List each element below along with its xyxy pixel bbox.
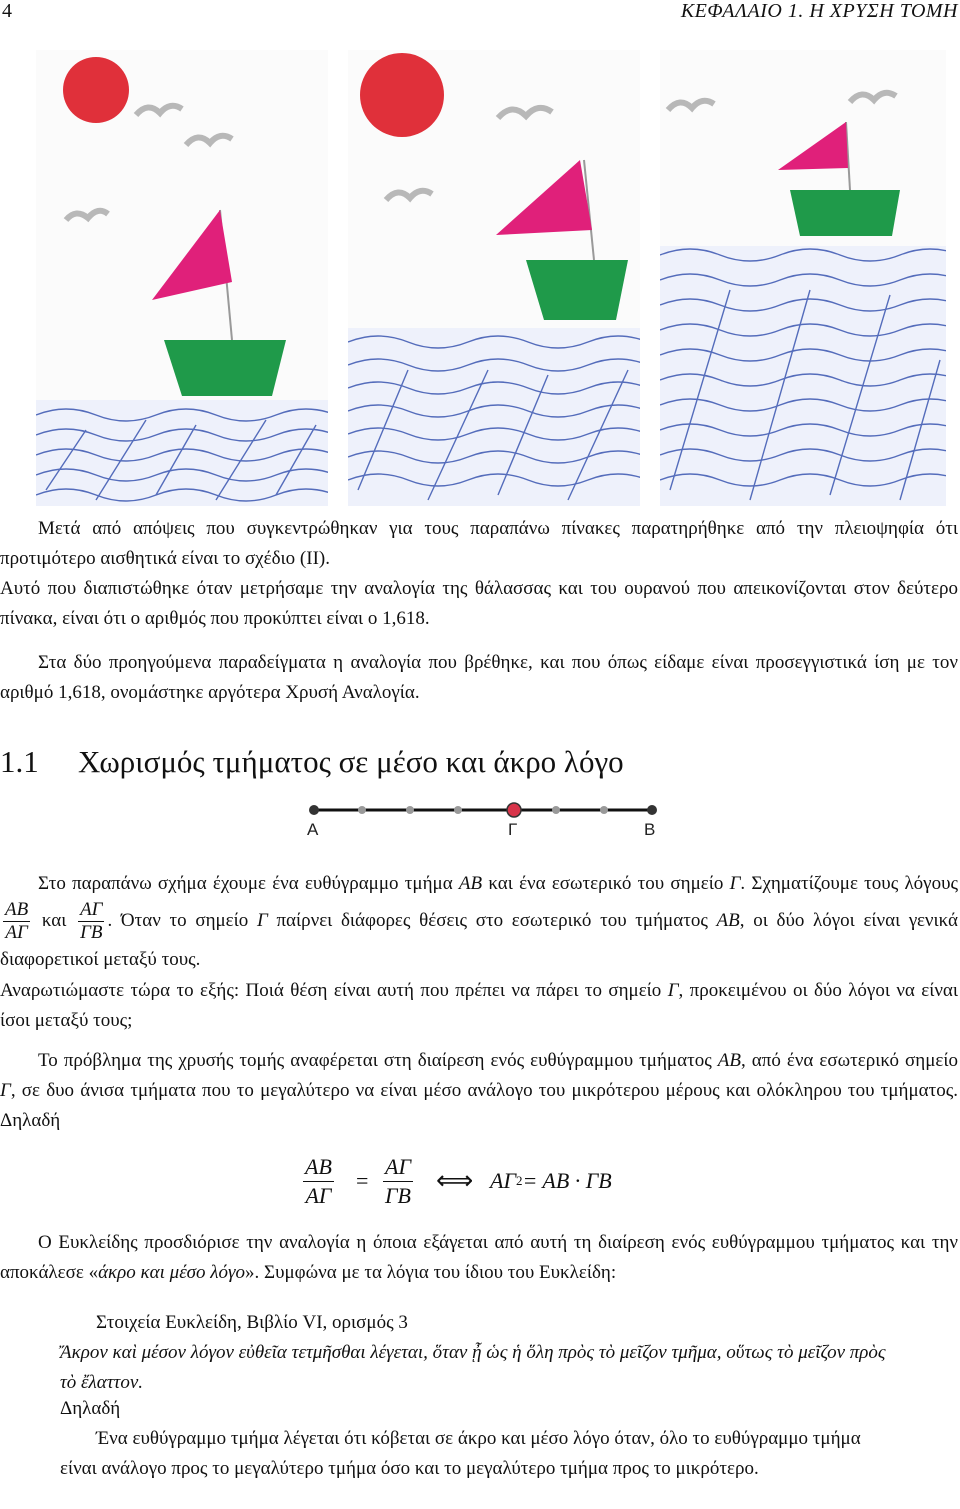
quote-meaning-label: Δηλαδή [60,1398,121,1419]
paragraph-2-text: Αυτό που διαπιστώθηκε όταν μετρήσαμε την αναλογία της θάλασσας και του ουρανού που απεικονίζονται στον δεύτερο πίνακα, είναι ότι ο αριθμός που προκύπτει είναι ο 1,618. [0,578,958,629]
sun-icon [360,53,444,137]
sail-icon [496,160,592,235]
paragraph-3 [0,648,958,708]
bird-icon [136,106,182,115]
label-b: B [644,820,656,839]
sun-icon [63,57,129,123]
page-number: 4 [2,0,12,22]
bird-icon [386,191,432,200]
tick-point [552,806,560,814]
bird-icon [498,108,552,118]
eq-fraction-left: $\frac{AB}{A\Gamma}$ [305,1153,332,1208]
quote-ancient: Ἄκρον καὶ μέσον λόγον εὐθεῖα τετμῆσθαι λέγεται, ὅταν ᾖ ὡς ἡ ὅλη πρὸς τὸ μεῖζον τμῆμα, οὕτως τὸ μεῖζον πρὸς τὸ ἔλαττον. [60,1342,886,1393]
quote-source: Στοιχεία Ευκλείδη, Βιβλίο VI, ορισμός 3 [96,1312,408,1333]
hull-icon [526,260,628,320]
running-header [0,0,960,26]
segment-figure [300,798,670,848]
segment-svg [300,798,670,828]
tick-point [600,806,608,814]
label-gamma: Γ [508,820,518,839]
chapter-title: ΚΕΦΑΛΑΙΟ 1. Η ΧΡΥΣΗ ΤΟΜΗ [680,0,958,22]
sail-icon [778,122,848,170]
paragraph-4: Στο παραπάνω σχήμα έχουμε ένα ευθύγραμμο τμήμα AB και ένα εσωτερικό του σημείο Γ. Σχηματίζουμε τους λόγους $\frac{AB}{A\Gamma}$ και $\frac{A\Gamma}{\Gamma B}$ . Όταν το σημείο Γ παίρνει διάφορες θέσεις στο εσωτερικό του τμήματος AB, οι δύο λόγοι είναι γενικά διαφορετικοί μεταξύ τους. [0,873,958,970]
golden-ratio-equation: $\frac{AB}{A\Gamma}$ = $\frac{A\Gamma}{\Gamma B}$ ⟺ AΓ 2 = AB · ΓB [305,1153,612,1208]
paragraph-7: Ο Ευκλείδης προσδιόρισε την αναλογία η όποια εξάγεται από αυτή τη διαίρεση ενός ευθύγραμμου τμήματος και την αποκάλεσε «άκρο και μέσο λόγο». Συμφώνα με τα λόγια του ίδιου του Ευκλείδη: [0,1232,958,1283]
paragraph-3-text: Στα δύο προηγούμενα παραδείγματα η αναλογία που βρέθηκε, και που όπως είδαμε είναι προσεγγιστικά ίση με τον αριθμό 1,618, ονομάστηκε αργότερα Χρυσή Αναλογία. [0,652,958,703]
drawing-3 [660,50,946,506]
bird-icon [668,101,714,110]
drawing-1 [36,50,328,506]
hull-icon [164,340,286,396]
paragraph-6: Το πρόβλημα της χρυσής τομής αναφέρεται στη διαίρεση ενός ευθύγραμμου τμήματος AB, από ένα εσωτερικό σημείο Γ, σε δυο άνισα τμήματα που το μεγαλύτερο να είναι μέσο ανάλογο του μικρότερου μέρους και ολόκληρου του τμήματος. Δηλαδή [0,1050,958,1131]
sea [660,246,946,506]
paragraph-2 [0,574,958,634]
drawing-2 [348,50,640,506]
section-title: Χωρισμός τμήματος σε μέσο και άκρο λόγο [78,744,624,779]
quote-translation: Ένα ευθύγραμμο τμήμα λέγεται ότι κόβεται σε άκρο και μέσο λόγο όταν, όλο το ευθύγραμμο τμήμα είναι ανάλογο προς το μεγαλύτερο τμήμα όσο και το μεγαλύτερο τμήμα προς το μικρότερο. [60,1428,861,1479]
fraction-ag-gb: $\frac{A\Gamma}{\Gamma B}$ [80,899,103,943]
bird-icon [66,211,108,220]
fraction-ab-ag: $\frac{AB}{A\Gamma}$ [5,899,29,943]
bird-icon [186,136,232,145]
hull-icon [790,190,900,236]
paragraph-5: Αναρωτιώμαστε τώρα το εξής: Ποιά θέση είναι αυτή που πρέπει να πάρει το σημείο Γ, προκειμένου οι δύο λόγοι να είναι ίσοι μεταξύ τους; [0,980,959,1031]
bird-icon [850,93,896,102]
sail-icon [152,210,232,300]
point-gamma [507,803,521,817]
tick-point [406,806,414,814]
sea [348,328,640,506]
paragraph-1 [0,514,958,574]
section-heading [0,742,958,782]
label-a: A [307,820,319,839]
section-number: 1.1 [0,744,39,779]
tick-point [454,806,462,814]
eq-fraction-right: $\frac{A\Gamma}{\Gamma B}$ [385,1153,411,1208]
drawing-1-svg [36,50,328,506]
iff-symbol: ⟺ [436,1166,474,1195]
drawing-2-svg [348,50,640,506]
tick-point [358,806,366,814]
endpoint-a [309,805,319,815]
paragraph-1-text: Μετά από απόψεις που συγκεντρώθηκαν για τους παραπάνω πίνακες παρατηρήθηκε από την πλειοψηφία ότι προτιμότερο αισθητικά είναι το σχέδιο (ΙΙ). [0,518,958,569]
eq-sign: = [356,1168,369,1193]
drawings-row [36,50,946,508]
drawing-3-svg [660,50,946,506]
endpoint-b [647,805,657,815]
